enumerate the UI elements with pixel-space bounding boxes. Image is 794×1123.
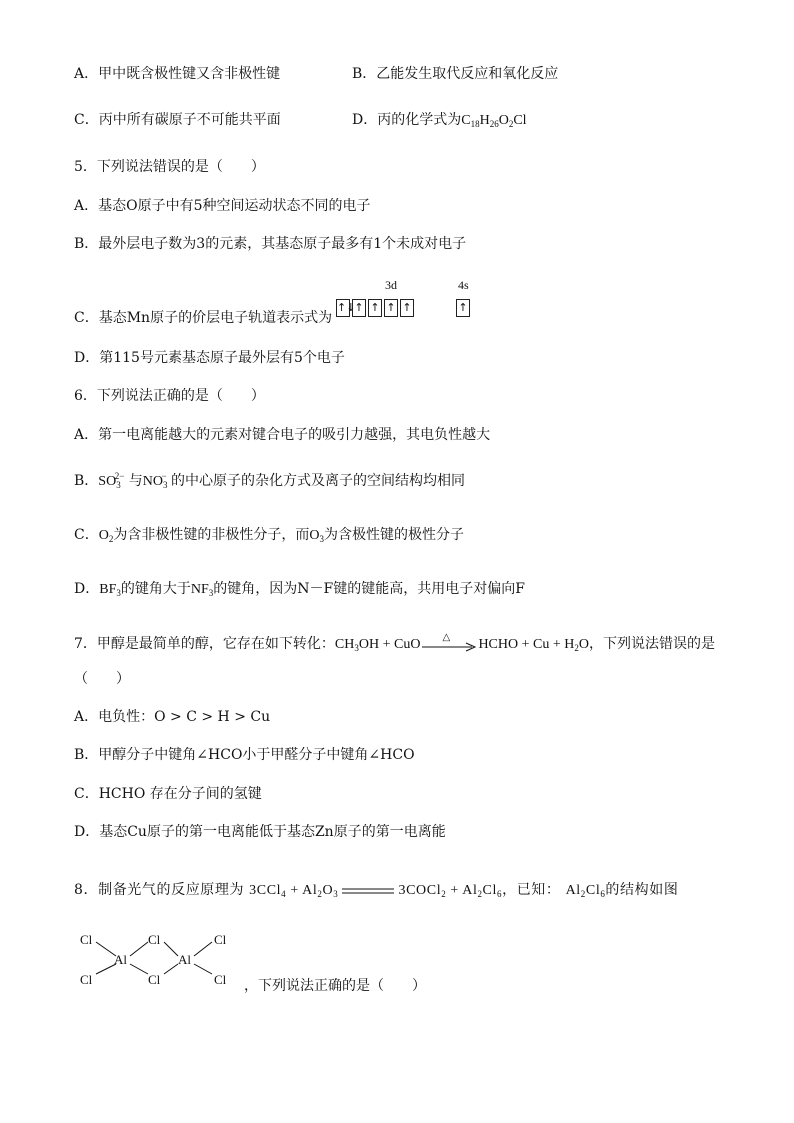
- q8-stem-mid: ，已知：: [502, 882, 561, 898]
- q7-reaction-right: HCHO + $Cu + H_2O$: [478, 637, 589, 653]
- orbital-3d-box: ↑: [400, 299, 414, 317]
- nf3-formula: $NF_3$: [190, 582, 214, 598]
- q6-option-c-text1: 为含非极性键的非极性分子，而: [113, 527, 310, 543]
- q6-option-d-label: D．: [74, 581, 100, 597]
- q6-option-a: A．第一电离能越大的元素对键合电子的吸引力越强，其电负性越大: [74, 427, 491, 443]
- orbital-4s-box: ↑: [456, 299, 470, 317]
- q6-option-d: [74, 579, 525, 600]
- atom-cl: Cl: [148, 972, 161, 987]
- bf3-formula: $BF_3$: [99, 582, 121, 598]
- q7-option-a: A．电负性：O > C > H > Cu: [74, 709, 271, 725]
- atom-al: Al: [178, 952, 191, 967]
- orbital-3d-box: ↑: [352, 299, 366, 317]
- heat-arrow: [420, 634, 478, 654]
- q6-option-b-text2: 的中心原子的杂化方式及离子的空间结构均相同: [171, 473, 465, 489]
- o2-formula: $O_2$: [98, 528, 114, 544]
- orbital-3d-box: ↑: [384, 299, 398, 317]
- q7-option-b: B．甲醇分子中键角∠HCO小于甲醛分子中键角∠HCO: [74, 747, 415, 763]
- q4-option-d: [352, 110, 527, 131]
- q7-stem-suffix: ，下列说法错误的是: [588, 636, 715, 652]
- q8-stem-end: 的结构如图: [605, 882, 679, 898]
- q7-option-d: D．基态Cu原子的第一电离能低于基态Zn原子的第一电离能: [74, 824, 446, 840]
- atom-cl: Cl: [148, 932, 161, 947]
- q6-option-b-label: B．: [74, 473, 99, 489]
- q5-option-a: A．基态O原子中有5种空间运动状态不同的电子: [74, 198, 371, 214]
- atom-al: Al: [114, 952, 127, 967]
- q8-stem-prefix: 8．制备光气的反应原理为: [74, 882, 245, 898]
- q7-option-c: C．HCHO 存在分子间的氢键: [74, 786, 262, 802]
- o3-formula: $O_3$: [309, 528, 324, 544]
- q6-option-c-label: C．: [74, 527, 99, 543]
- orbital-3d-box: ↑↓: [336, 299, 350, 317]
- q4-option-b: B．乙能发生取代反应和氧化反应: [352, 66, 559, 82]
- nitrate-ion: $NO_3^-$: [142, 471, 168, 490]
- q8-stem: [74, 880, 678, 901]
- q4-option-c: C．丙中所有碳原子不可能共平面: [74, 112, 281, 128]
- atom-cl: Cl: [214, 932, 227, 947]
- q5-option-d: D．第115号元素基态原子最外层有5个电子: [74, 350, 345, 366]
- q8-stem-suffix: ，下列说法正确的是（ ）: [244, 978, 426, 994]
- q7-reaction-left: $CH_3OH$ + CuO: [334, 637, 421, 653]
- q6-option-b: [74, 471, 465, 492]
- q4-option-d-formula-render: $C_{18}H_{26}O_2Cl$: [461, 113, 527, 129]
- heat-symbol: △: [442, 632, 451, 643]
- q7-stem-paren: （ ）: [74, 671, 130, 687]
- q6-option-d-text2: 的键角，因为N－F键的键能高，共用电子对偏向F: [213, 581, 525, 597]
- q6-option-b-text1: 与: [128, 473, 143, 489]
- q5-option-b: B．最外层电子数为3的元素，其基态原子最多有1个未成对电子: [74, 236, 467, 252]
- atom-cl: Cl: [80, 932, 93, 947]
- orbital-3d-box: ↑: [368, 299, 382, 317]
- q4-option-d-text: D．丙的化学式为: [352, 112, 462, 128]
- atom-cl: Cl: [80, 972, 93, 987]
- q5-stem: 5．下列说法错误的是（ ）: [74, 159, 265, 175]
- q5-option-c: C．基态Mn原子的价层电子轨道表示式为: [74, 310, 333, 326]
- q7-stem-text: 7．甲醇是最简单的醇，它存在如下转化：: [74, 636, 335, 652]
- al2cl6-structure: [74, 928, 244, 988]
- q6-option-c: [74, 525, 464, 546]
- q6-stem: 6．下列说法正确的是（ ）: [74, 388, 265, 404]
- al2cl6-formula: $Al_2Cl_6$: [565, 883, 606, 899]
- q6-option-d-text1: 的键角大于: [120, 581, 191, 597]
- q4-option-a: A．甲中既含极性键又含非极性键: [74, 66, 281, 82]
- q8-reaction: $3CCl_4 + Al_2O_3$ 3COCl$_2$ + $Al_2Cl_6$: [249, 883, 503, 899]
- orbital-4s-label: 4s: [458, 278, 469, 292]
- atom-cl: Cl: [214, 972, 227, 987]
- q7-stem: [74, 634, 715, 655]
- q6-option-c-text2: 为含极性键的极性分子: [323, 527, 464, 543]
- orbital-3d-label: 3d: [385, 278, 397, 292]
- sulfite-ion: $SO_3^{2-}$: [98, 471, 125, 490]
